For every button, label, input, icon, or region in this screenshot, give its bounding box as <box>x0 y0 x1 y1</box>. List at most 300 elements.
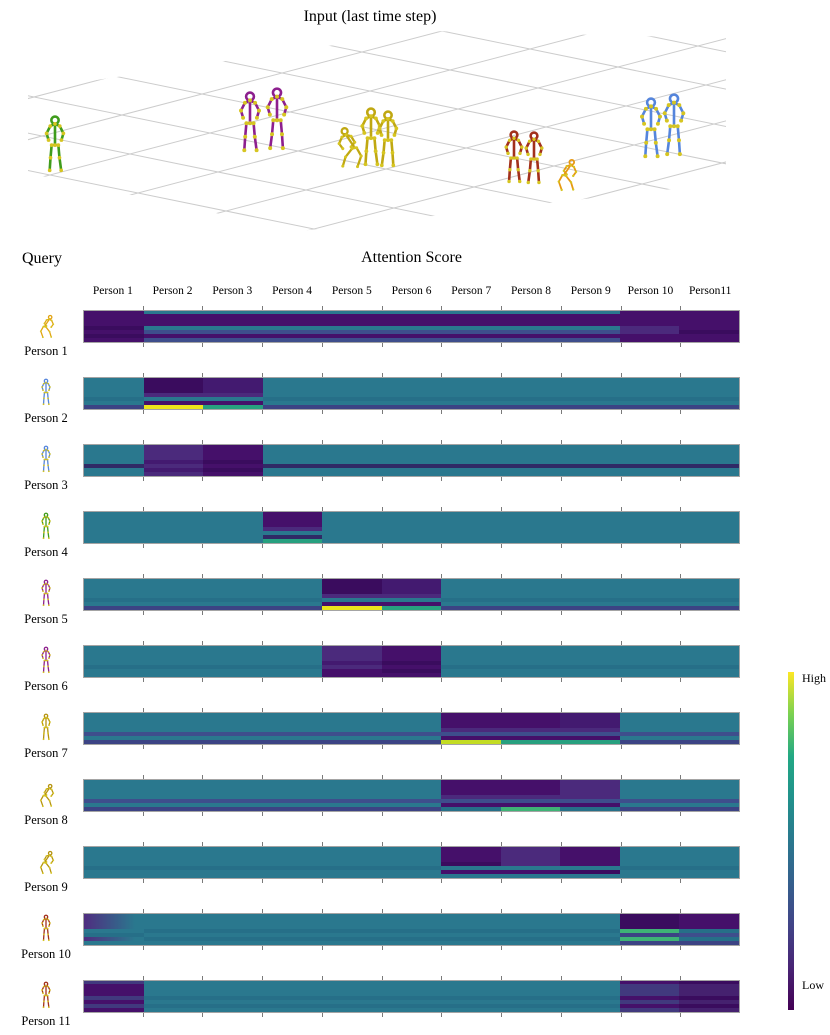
heatmap-cell-col-5 <box>322 445 382 476</box>
heatmap-band <box>144 338 204 342</box>
axis-tick <box>322 641 323 645</box>
attention-heatmap-row-2 <box>83 377 740 410</box>
column-header-person-9: Person 9 <box>570 285 611 297</box>
heatmap-band <box>679 314 739 326</box>
heatmap-band <box>679 515 739 527</box>
axis-tick <box>262 909 263 913</box>
row-label-person-5: Person 5 <box>24 612 68 626</box>
heatmap-band <box>84 673 144 677</box>
query-person-4-skeleton-icon <box>24 510 68 541</box>
heatmap-band <box>501 740 561 744</box>
heatmap-cell-col-11 <box>679 579 739 610</box>
axis-tick <box>501 745 502 749</box>
heatmap-band <box>263 807 323 811</box>
heatmap-band <box>84 314 144 326</box>
heatmap-band <box>620 1008 680 1012</box>
heatmap-band <box>144 941 204 945</box>
heatmap-cell-col-7 <box>441 512 501 543</box>
heatmap-cell-col-8 <box>501 445 561 476</box>
heatmap-band <box>382 649 442 661</box>
axis-tick <box>621 1013 622 1017</box>
heatmap-band <box>560 381 620 393</box>
heatmap-cell-col-11 <box>679 512 739 543</box>
heatmap-cell-col-5 <box>322 847 382 878</box>
axis-tick <box>621 678 622 682</box>
heatmap-band <box>679 716 739 728</box>
heatmap-band <box>560 941 620 945</box>
heatmap-band <box>620 716 680 728</box>
heatmap-cell-col-4 <box>263 445 323 476</box>
heatmap-band <box>441 472 501 476</box>
heatmap-band <box>620 783 680 795</box>
heatmap-band <box>144 850 204 862</box>
axis-tick <box>621 879 622 883</box>
heatmap-band <box>144 314 204 326</box>
heatmap-band <box>501 716 561 728</box>
axis-tick <box>382 507 383 511</box>
heatmap-cell-col-7 <box>441 981 501 1012</box>
heatmap-band <box>679 649 739 661</box>
axis-tick <box>441 373 442 377</box>
axis-tick <box>561 611 562 615</box>
axis-tick <box>501 507 502 511</box>
colorbar-low-label: Low <box>802 978 824 992</box>
axis-tick <box>561 678 562 682</box>
axis-tick <box>561 373 562 377</box>
axis-tick <box>680 946 681 950</box>
heatmap-band <box>382 539 442 543</box>
axis-tick <box>561 1013 562 1017</box>
axis-tick <box>441 611 442 615</box>
axis-tick <box>262 343 263 347</box>
column-headers <box>83 285 740 297</box>
axis-tick <box>202 611 203 615</box>
axis-tick <box>441 842 442 846</box>
axis-tick <box>322 544 323 548</box>
axis-tick <box>501 544 502 548</box>
attention-heatmap-row-11 <box>83 980 740 1013</box>
axis-tick <box>561 909 562 913</box>
attention-heatmap-row-6 <box>83 645 740 678</box>
heatmap-band <box>441 673 501 677</box>
axis-tick <box>441 708 442 712</box>
axis-tick <box>382 477 383 481</box>
axis-tick <box>322 410 323 414</box>
heatmap-cell-col-8 <box>501 847 561 878</box>
axis-tick <box>143 745 144 749</box>
axis-tick <box>621 343 622 347</box>
heatmap-band <box>263 783 323 795</box>
row-label-person-6: Person 6 <box>24 679 68 693</box>
heatmap-band <box>263 381 323 393</box>
heatmap-cell-col-11 <box>679 311 739 342</box>
heatmap-band <box>441 807 501 811</box>
heatmap-band <box>382 448 442 460</box>
axis-tick <box>561 976 562 980</box>
axis-tick <box>501 812 502 816</box>
heatmap-cell-col-5 <box>322 914 382 945</box>
heatmap-band <box>382 716 442 728</box>
column-header-person-10: Person 10 <box>627 285 674 297</box>
heatmap-band <box>322 941 382 945</box>
heatmap-band <box>441 984 501 996</box>
heatmap-band <box>84 807 144 811</box>
heatmap-band <box>322 381 382 393</box>
heatmap-band <box>84 783 144 795</box>
axis-tick <box>441 678 442 682</box>
axis-tick <box>561 574 562 578</box>
axis-tick <box>262 507 263 511</box>
axis-tick <box>680 373 681 377</box>
heatmap-cell-col-11 <box>679 981 739 1012</box>
heatmap-band <box>84 448 144 460</box>
axis-tick <box>561 544 562 548</box>
axis-tick <box>262 678 263 682</box>
green-person-skeleton <box>45 117 65 173</box>
heatmap-band <box>441 716 501 728</box>
axis-tick <box>680 909 681 913</box>
heatmap-band <box>679 338 739 342</box>
axis-tick <box>501 477 502 481</box>
heatmap-cell-col-9 <box>560 713 620 744</box>
heatmap-band <box>322 314 382 326</box>
axis-tick <box>262 775 263 779</box>
heatmap-band <box>84 1008 144 1012</box>
column-header-person-6: Person 6 <box>391 285 432 297</box>
attention-heatmap-row-7 <box>83 712 740 745</box>
heatmap-band <box>382 1008 442 1012</box>
heatmap-cell-col-8 <box>501 914 561 945</box>
heatmap-cell-col-10 <box>620 579 680 610</box>
axis-tick <box>143 976 144 980</box>
heatmap-band <box>560 515 620 527</box>
axis-tick <box>382 946 383 950</box>
heatmap-band <box>382 850 442 862</box>
axis-tick <box>382 842 383 846</box>
attention-heatmap-row-9 <box>83 846 740 879</box>
axis-tick <box>382 1013 383 1017</box>
heatmap-band <box>501 582 561 594</box>
axis-tick <box>202 410 203 414</box>
heatmap-cell-col-8 <box>501 780 561 811</box>
heatmap-band <box>620 405 680 409</box>
heatmap-cell-col-6 <box>382 914 442 945</box>
heatmap-cell-col-11 <box>679 445 739 476</box>
heatmap-band <box>203 539 263 543</box>
heatmap-cell-col-1 <box>84 847 144 878</box>
axis-tick <box>382 745 383 749</box>
heatmap-cell-col-5 <box>322 579 382 610</box>
heatmap-cell-col-11 <box>679 713 739 744</box>
heatmap-band <box>144 448 204 460</box>
heatmap-cell-col-2 <box>144 512 204 543</box>
heatmap-band <box>322 472 382 476</box>
heatmap-band <box>382 405 442 409</box>
row-label-person-2: Person 2 <box>24 411 68 425</box>
heatmap-band <box>322 783 382 795</box>
heatmap-band <box>679 984 739 996</box>
axis-tick <box>262 306 263 310</box>
heatmap-cell-col-6 <box>382 780 442 811</box>
axis-tick <box>202 306 203 310</box>
query-person-6-skeleton-icon <box>24 644 68 675</box>
heatmap-cell-col-2 <box>144 847 204 878</box>
axis-tick <box>680 745 681 749</box>
axis-tick <box>322 909 323 913</box>
axis-tick <box>382 976 383 980</box>
heatmap-band <box>620 917 680 929</box>
heatmap-band <box>620 941 680 945</box>
axis-tick <box>441 544 442 548</box>
axis-tick <box>680 641 681 645</box>
heatmap-band <box>322 1008 382 1012</box>
heatmap-cell-col-10 <box>620 780 680 811</box>
heatmap-band <box>203 649 263 661</box>
axis-tick <box>202 976 203 980</box>
axis-tick <box>143 477 144 481</box>
axis-tick <box>561 507 562 511</box>
axis-tick <box>143 373 144 377</box>
heatmap-band <box>679 448 739 460</box>
blue-person-a-skeleton <box>640 99 662 159</box>
heatmap-band <box>84 381 144 393</box>
heatmap-band <box>560 850 620 862</box>
floor-grid <box>0 28 830 240</box>
heatmap-band <box>322 649 382 661</box>
heatmap-band <box>84 984 144 996</box>
row-label-person-11: Person 11 <box>21 1014 71 1028</box>
axis-tick <box>561 775 562 779</box>
axis-tick <box>322 775 323 779</box>
heatmap-cell-col-5 <box>322 780 382 811</box>
colorbar-high-label: High <box>802 671 826 685</box>
heatmap-band <box>560 917 620 929</box>
heatmap-band <box>441 582 501 594</box>
heatmap-cell-col-4 <box>263 981 323 1012</box>
axis-tick <box>621 477 622 481</box>
axis-tick <box>501 343 502 347</box>
axis-tick <box>621 574 622 578</box>
heatmap-cell-col-7 <box>441 378 501 409</box>
heatmap-band <box>203 740 263 744</box>
heatmap-band <box>620 984 680 996</box>
heatmap-band <box>203 917 263 929</box>
heatmap-band <box>84 716 144 728</box>
axis-tick <box>501 1013 502 1017</box>
heatmap-band <box>84 649 144 661</box>
heatmap-band <box>501 807 561 811</box>
heatmap-band <box>144 582 204 594</box>
colorbar <box>788 672 794 1010</box>
axis-tick <box>561 306 562 310</box>
axis-tick <box>202 544 203 548</box>
heatmap-cell-col-1 <box>84 512 144 543</box>
heatmap-band <box>203 381 263 393</box>
heatmap-cell-col-10 <box>620 847 680 878</box>
heatmap-band <box>144 1008 204 1012</box>
heatmap-cell-col-5 <box>322 981 382 1012</box>
heatmap-cell-col-4 <box>263 378 323 409</box>
axis-tick <box>262 842 263 846</box>
axis-tick <box>382 306 383 310</box>
axis-tick <box>143 507 144 511</box>
axis-tick <box>680 574 681 578</box>
heatmap-cell-col-9 <box>560 981 620 1012</box>
heatmap-cell-col-10 <box>620 512 680 543</box>
axis-tick <box>322 708 323 712</box>
axis-tick <box>501 306 502 310</box>
axis-tick <box>680 611 681 615</box>
axis-tick <box>262 373 263 377</box>
heatmap-band <box>203 874 263 878</box>
axis-tick <box>621 410 622 414</box>
heatmap-band <box>501 1008 561 1012</box>
axis-tick <box>382 611 383 615</box>
axis-tick <box>143 1013 144 1017</box>
axis-tick <box>680 544 681 548</box>
heatmap-cell-col-7 <box>441 311 501 342</box>
axis-tick <box>202 373 203 377</box>
heatmap-band <box>679 941 739 945</box>
heatmap-band <box>441 338 501 342</box>
axis-tick <box>382 574 383 578</box>
heatmap-band <box>203 314 263 326</box>
axis-tick <box>561 343 562 347</box>
heatmap-band <box>560 740 620 744</box>
axis-tick <box>143 946 144 950</box>
heatmap-band <box>679 807 739 811</box>
heatmap-band <box>322 405 382 409</box>
heatmap-cell-col-4 <box>263 780 323 811</box>
heatmap-band <box>84 405 144 409</box>
axis-tick <box>501 775 502 779</box>
heatmap-band <box>263 917 323 929</box>
heatmap-cell-col-5 <box>322 311 382 342</box>
axis-tick <box>202 507 203 511</box>
axis-tick <box>621 507 622 511</box>
row-label-person-4: Person 4 <box>24 545 68 559</box>
heatmap-band <box>560 448 620 460</box>
axis-tick <box>143 641 144 645</box>
axis-tick <box>262 976 263 980</box>
axis-tick <box>501 678 502 682</box>
heatmap-band <box>263 984 323 996</box>
axis-tick <box>202 775 203 779</box>
heatmap-band <box>322 606 382 610</box>
blue-person-b-skeleton <box>663 95 686 157</box>
heatmap-band <box>382 740 442 744</box>
axis-tick <box>262 745 263 749</box>
heatmap-band <box>144 716 204 728</box>
column-header-person-5: Person 5 <box>331 285 372 297</box>
heatmap-band <box>679 850 739 862</box>
query-person-3-skeleton-icon <box>24 443 68 474</box>
heatmap-band <box>263 740 323 744</box>
axis-tick <box>143 775 144 779</box>
heatmap-cell-col-10 <box>620 646 680 677</box>
axis-tick <box>680 708 681 712</box>
darkred-person-b-skeleton <box>524 133 543 185</box>
axis-tick <box>680 507 681 511</box>
heatmap-band <box>203 716 263 728</box>
heatmap-cell-col-1 <box>84 311 144 342</box>
heatmap-band <box>560 649 620 661</box>
heatmap-band <box>322 874 382 878</box>
heatmap-band <box>84 941 144 945</box>
axis-tick <box>322 745 323 749</box>
heatmap-cell-col-10 <box>620 713 680 744</box>
heatmap-cell-col-7 <box>441 914 501 945</box>
axis-tick <box>143 574 144 578</box>
heatmap-band <box>322 448 382 460</box>
axis-tick <box>202 708 203 712</box>
heatmap-band <box>501 649 561 661</box>
heatmap-cell-col-4 <box>263 713 323 744</box>
heatmap-band <box>322 515 382 527</box>
axis-tick <box>143 879 144 883</box>
heatmap-band <box>501 314 561 326</box>
axis-tick <box>382 812 383 816</box>
heatmap-cell-col-7 <box>441 445 501 476</box>
axis-tick <box>501 708 502 712</box>
heatmap-cell-col-9 <box>560 780 620 811</box>
axis-tick <box>143 343 144 347</box>
heatmap-band <box>560 1008 620 1012</box>
heatmap-cell-col-8 <box>501 981 561 1012</box>
gold-person-b-skeleton <box>360 109 381 167</box>
heatmap-band <box>679 582 739 594</box>
axis-tick <box>621 909 622 913</box>
heatmap-band <box>322 984 382 996</box>
query-person-9-skeleton-icon <box>24 845 68 876</box>
axis-tick <box>441 879 442 883</box>
heatmap-band <box>560 405 620 409</box>
axis-tick <box>202 842 203 846</box>
heatmap-band <box>263 405 323 409</box>
axis-tick <box>322 343 323 347</box>
axis-tick <box>382 410 383 414</box>
heatmap-band <box>441 917 501 929</box>
axis-tick <box>621 641 622 645</box>
heatmap-cell-col-11 <box>679 847 739 878</box>
axis-tick <box>202 343 203 347</box>
row-label-person-1: Person 1 <box>24 344 68 358</box>
heatmap-band <box>144 673 204 677</box>
heatmap-band <box>322 338 382 342</box>
heatmap-band <box>203 807 263 811</box>
heatmap-band <box>441 539 501 543</box>
heatmap-band <box>679 1008 739 1012</box>
heatmap-band <box>501 673 561 677</box>
heatmap-cell-col-10 <box>620 378 680 409</box>
heatmap-band <box>441 606 501 610</box>
heatmap-cell-col-1 <box>84 914 144 945</box>
scene-title: Input (last time step) <box>303 8 437 25</box>
axis-tick <box>501 440 502 444</box>
heatmap-band <box>679 740 739 744</box>
axis-tick <box>202 574 203 578</box>
heatmap-band <box>441 850 501 862</box>
axis-tick <box>441 343 442 347</box>
axis-tick <box>441 812 442 816</box>
axis-tick <box>621 775 622 779</box>
row-label-person-8: Person 8 <box>24 813 68 827</box>
heatmap-cell-col-9 <box>560 579 620 610</box>
heatmap-band <box>322 673 382 677</box>
row-label-person-7: Person 7 <box>24 746 68 760</box>
axis-tick <box>262 410 263 414</box>
heatmap-band <box>382 984 442 996</box>
